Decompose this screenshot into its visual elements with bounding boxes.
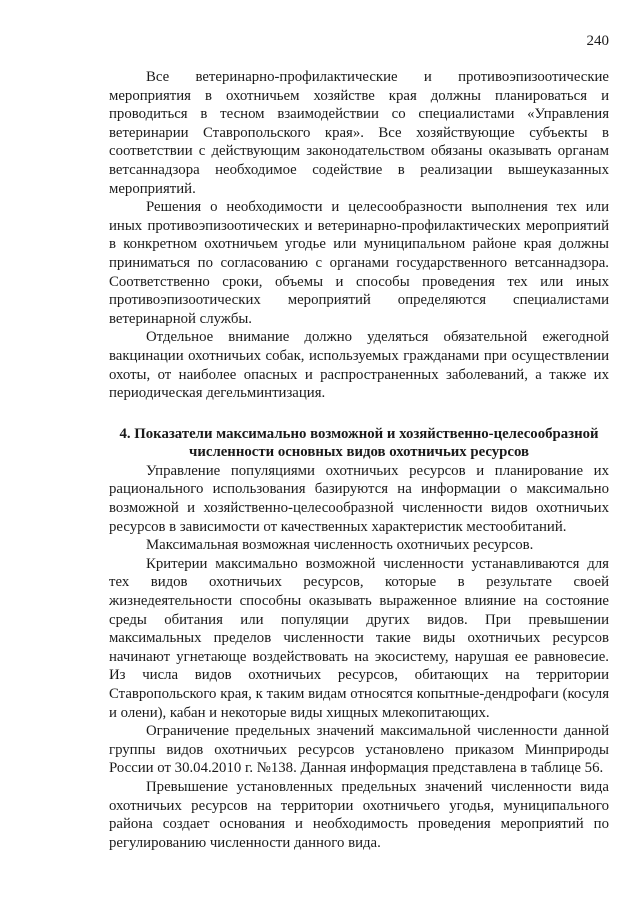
section-heading-line-1: 4. Показатели максимально возможной и хозяйственно-целесообразной: [119, 425, 599, 442]
section-spacer: [109, 403, 609, 425]
section-heading-line-2: численности основных видов охотничьих ресурсов: [189, 444, 529, 461]
section-heading: [109, 425, 609, 462]
paragraph-population-management: Управление популяциями охотничьих ресурсов и планирование их рационального использования базируются на информации о максимально возможной и хозяйственно-целесообразной численности видов охотничьих ресурсов в зависимости от качественных характеристик местообитаний.: [109, 462, 609, 535]
paragraph-criteria: Критерии максимально возможной численности устанавливаются для тех видов охотничьих ресурсов, которые в результате своей жизнедеятельности способны оказывать выраженное влияние на состояние среды обитания или популяции других видов. При превышении максимальных пределов численности такие виды охотничьих ресурсов начинают угнетающе воздействовать на экосистему, нарушая ее равновесие. Из числа видов охотничьих ресурсов, обитающих на территории Ставропольского края, к таким видам относятся копытные-дендрофаги (косуля и олени), кабан и некоторые виды хищных млекопитающих.: [109, 555, 609, 721]
paragraph-limits-order: Ограничение предельных значений максимальной численности данной группы видов охотничьих ресурсов установлено приказом Минприроды России от 30.04.2010 г. №138. Данная информация представлена в таблице 56.: [109, 723, 609, 777]
paragraph-decisions: Решения о необходимости и целесообразности выполнения тех или иных противоэпизоотических и ветеринарно-профилактических мероприятий в конкретном охотничьем угодье или муниципальном районе края должны приниматься по согласованию с органами государственного ветсаннадзора. Соответственно сроки, объемы и способы проведения тех или иных противоэпизоотических мероприятий определяются специалистами ветеринарной службы.: [109, 199, 609, 327]
paragraph-dog-vaccination: Отдельное внимание должно уделяться обязательной ежегодной вакцинации охотничьих собак, используемых гражданами при осуществлении охоты, от наиболее опасных и распространенных заболеваний, а также их периодическая дегельминтизация.: [109, 329, 609, 402]
paragraph-vet-measures: Все ветеринарно-профилактические и противоэпизоотические мероприятия в охотничьем хозяйстве края должны планироваться и проводиться в тесном взаимодействии со специалистами «Управления ветеринарии Ставропольского края». Все хозяйствующие субъекты в соответствии с действующим законодательством обязаны оказывать органам ветсаннадзора необходимое содействие в реализации вышеуказанных мероприятий.: [109, 69, 609, 197]
paragraph-max-population-title: Максимальная возможная численность охотничьих ресурсов.: [146, 537, 534, 554]
paragraph-exceeding-limits: Превышение установленных предельных значений численности вида охотничьих ресурсов на территории охотничьего угодья, муниципального района создает основания и необходимость проведения мероприятий по регулированию численности данного вида.: [109, 778, 609, 851]
body-text: [109, 68, 609, 852]
page-number: 240: [586, 33, 609, 49]
